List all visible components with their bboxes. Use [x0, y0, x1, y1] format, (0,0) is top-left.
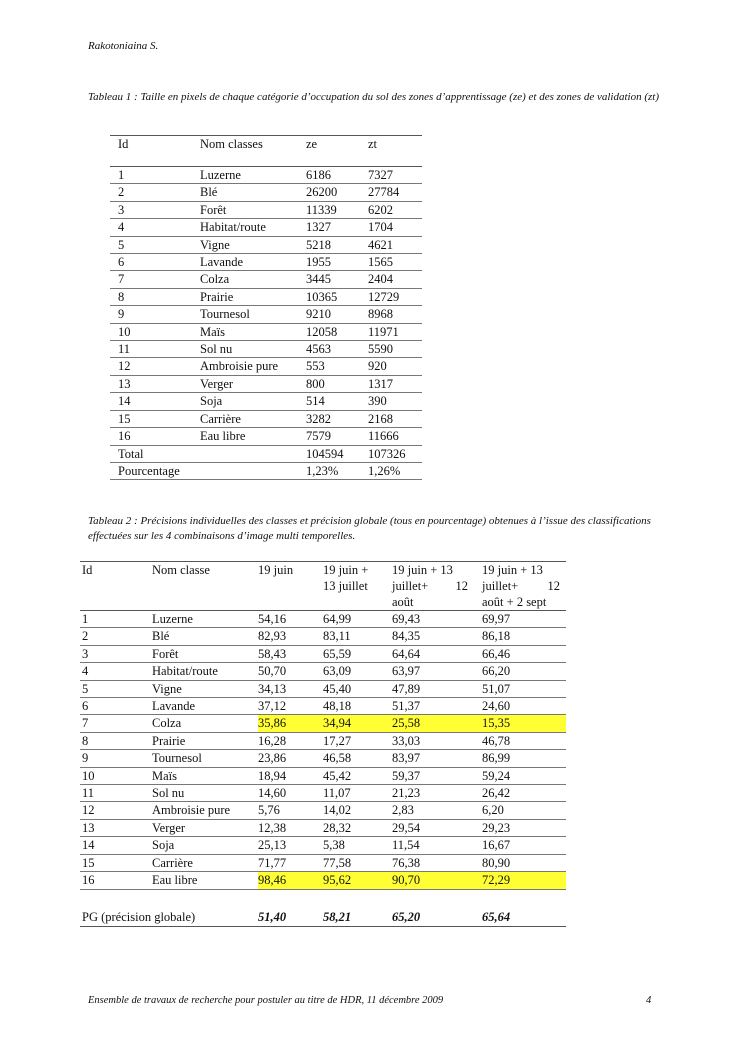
table2-cell: 83,11 — [323, 628, 392, 645]
table1-cell: 4621 — [368, 236, 422, 253]
table2-cell: 45,40 — [323, 680, 392, 697]
table1-row — [110, 323, 422, 340]
table2-cell: 63,97 — [392, 663, 482, 680]
table2-caption: Tableau 2 : Précisions individuelles des classes et précision globale (tous en pourcentage) obtenues à l’issue des classifications effectuées sur les 4 combinaisons d’image multi temporelles. — [88, 515, 651, 542]
table1-header-nom: Nom classes — [200, 136, 306, 167]
table2-row — [80, 819, 566, 836]
table1-cell: 1565 — [368, 254, 422, 271]
table2-header-col4-line2b: 12 — [547, 579, 560, 593]
table1-cell: 1704 — [368, 219, 422, 236]
table2-cell: 64,99 — [323, 611, 392, 628]
table1-cell: Sol nu — [200, 341, 306, 358]
table2-cell: Blé — [152, 628, 258, 645]
table2-cell: 6 — [80, 698, 152, 715]
table2-cell: 72,29 — [482, 872, 566, 889]
table1-header-ze: ze — [306, 136, 368, 167]
table2-row — [80, 611, 566, 628]
table1-total-row — [110, 445, 422, 462]
table2-pg-value: 58,21 — [323, 908, 392, 927]
table1-row — [110, 358, 422, 375]
table2-cell: 24,60 — [482, 698, 566, 715]
table2-header-col1: 19 juin — [258, 562, 323, 611]
table2-cell: 11,07 — [323, 785, 392, 802]
table1-total-empty — [200, 445, 306, 462]
table2-cell: Vigne — [152, 680, 258, 697]
table2-row — [80, 628, 566, 645]
table2-cell: 25,13 — [258, 837, 323, 854]
table2-cell: 5,76 — [258, 802, 323, 819]
table2-cell: 69,97 — [482, 611, 566, 628]
table1-cell: 553 — [306, 358, 368, 375]
table1-header-id: Id — [110, 136, 200, 167]
table2-cell: 51,37 — [392, 698, 482, 715]
table2-cell: 9 — [80, 750, 152, 767]
table2-cell: 84,35 — [392, 628, 482, 645]
table1-cell: 14 — [110, 393, 200, 410]
table1-cell: Eau libre — [200, 428, 306, 445]
table2-spacer-row — [80, 889, 566, 908]
table2-row — [80, 872, 566, 889]
table2-cell: 50,70 — [258, 663, 323, 680]
table2-cell: 25,58 — [392, 715, 482, 732]
table2-body — [80, 611, 566, 890]
table2-cell: 14 — [80, 837, 152, 854]
table2-pg-value: 65,64 — [482, 908, 566, 927]
table1-cell: 2404 — [368, 271, 422, 288]
table2-header-col4-line2 — [482, 578, 566, 594]
table2-cell: 13 — [80, 819, 152, 836]
table1-row — [110, 393, 422, 410]
table1-cell: Prairie — [200, 288, 306, 305]
page-footer-text: Ensemble de travaux de recherche pour postuler au titre de HDR, 11 décembre 2009 — [88, 995, 444, 1006]
table2-cell: 12,38 — [258, 819, 323, 836]
table2-cell: Ambroisie pure — [152, 802, 258, 819]
table1-row — [110, 201, 422, 218]
table2-pg-value: 65,20 — [392, 908, 482, 927]
table1-cell: 10365 — [306, 288, 368, 305]
table2-header-col3-line3: août — [392, 595, 414, 609]
table2-cell: 11 — [80, 785, 152, 802]
table1-cell: 1955 — [306, 254, 368, 271]
table1-cell: 920 — [368, 358, 422, 375]
table1-row — [110, 236, 422, 253]
table2-cell: Lavande — [152, 698, 258, 715]
table2-row — [80, 698, 566, 715]
table2-cell: 76,38 — [392, 854, 482, 871]
table1-percent-zt: 1,26% — [368, 462, 422, 479]
table2-cell: 5,38 — [323, 837, 392, 854]
table2-header-col4-line3: août + 2 sept — [482, 595, 547, 609]
table2-cell: 59,37 — [392, 767, 482, 784]
table2-cell: Verger — [152, 819, 258, 836]
table2-header-col3 — [392, 562, 482, 611]
table2-header-row — [80, 562, 566, 611]
table1-cell: Vigne — [200, 236, 306, 253]
table2-cell: 16,28 — [258, 732, 323, 749]
table1-percent-row — [110, 462, 422, 479]
table1-caption: Tableau 1 : Taille en pixels de chaque catégorie d’occupation du sol des zones d’apprentissage (ze) et des zones de validation (zt) — [88, 91, 659, 103]
table1-cell: Luzerne — [200, 167, 306, 184]
table2-cell: 69,43 — [392, 611, 482, 628]
table1-cell: 1327 — [306, 219, 368, 236]
table2-cell: 82,93 — [258, 628, 323, 645]
table2-header-col2 — [323, 562, 392, 611]
table2-cell: 86,18 — [482, 628, 566, 645]
table1-row — [110, 167, 422, 184]
table1-row — [110, 288, 422, 305]
table1-cell: 11666 — [368, 428, 422, 445]
table2-cell: 23,86 — [258, 750, 323, 767]
table1-cell: 15 — [110, 410, 200, 427]
table1-cell: 27784 — [368, 184, 422, 201]
table2-cell: 8 — [80, 732, 152, 749]
table2-header-col4-line1: 19 juin + 13 — [482, 563, 543, 577]
table2-cell: Eau libre — [152, 872, 258, 889]
table2-cell: 1 — [80, 611, 152, 628]
table2-spacer-cell — [80, 889, 566, 908]
table2-row — [80, 732, 566, 749]
table2-row — [80, 785, 566, 802]
table2-cell: 58,43 — [258, 645, 323, 662]
table2-row — [80, 663, 566, 680]
table1-cell: 8 — [110, 288, 200, 305]
table1-cell: 3282 — [306, 410, 368, 427]
table1-cell: Forêt — [200, 201, 306, 218]
table1-cell: Lavande — [200, 254, 306, 271]
table2-header-col3-line2 — [392, 578, 482, 594]
table1-header-row — [110, 136, 422, 167]
table1-percent-label: Pourcentage — [110, 462, 306, 479]
table1-cell: 7579 — [306, 428, 368, 445]
table1-cell: 2 — [110, 184, 200, 201]
table2-row — [80, 802, 566, 819]
table1-cell: 13 — [110, 375, 200, 392]
table2-header-id: Id — [80, 562, 152, 611]
table1-row — [110, 428, 422, 445]
table2-header-col3-line1: 19 juin + 13 — [392, 563, 453, 577]
table1-cell: 9 — [110, 306, 200, 323]
table2-cell: 48,18 — [323, 698, 392, 715]
table2-cell: 28,32 — [323, 819, 392, 836]
table1-body — [110, 167, 422, 446]
table1-cell: 1 — [110, 167, 200, 184]
table1-cell: 7 — [110, 271, 200, 288]
table1-cell: 11971 — [368, 323, 422, 340]
table1-cell: 6202 — [368, 201, 422, 218]
table1-cell: 800 — [306, 375, 368, 392]
table1-percent-ze: 1,23% — [306, 462, 368, 479]
table1-cell: 9210 — [306, 306, 368, 323]
table2-cell: 34,13 — [258, 680, 323, 697]
table2-row — [80, 645, 566, 662]
table2-cell: 65,59 — [323, 645, 392, 662]
table1-cell: 16 — [110, 428, 200, 445]
table2-cell: Carrière — [152, 854, 258, 871]
table2-cell: 16,67 — [482, 837, 566, 854]
table1 — [110, 135, 422, 480]
table1-cell: 6 — [110, 254, 200, 271]
table1-cell: 12729 — [368, 288, 422, 305]
table1-cell: Carrière — [200, 410, 306, 427]
table2-cell: 14,60 — [258, 785, 323, 802]
table1-cell: 2168 — [368, 410, 422, 427]
table2-cell: 16 — [80, 872, 152, 889]
table2-cell: 46,78 — [482, 732, 566, 749]
table2-cell: 90,70 — [392, 872, 482, 889]
table1-total-zt: 107326 — [368, 445, 422, 462]
table2-cell: 66,46 — [482, 645, 566, 662]
table1-cell: 10 — [110, 323, 200, 340]
table2-row — [80, 767, 566, 784]
table1-row — [110, 341, 422, 358]
table1-header-zt: zt — [368, 136, 422, 167]
table2-cell: 63,09 — [323, 663, 392, 680]
table2-cell: 54,16 — [258, 611, 323, 628]
table1-cell: 1317 — [368, 375, 422, 392]
table2-cell: 83,97 — [392, 750, 482, 767]
table2-cell: 77,58 — [323, 854, 392, 871]
table2-cell: 2,83 — [392, 802, 482, 819]
table2-pg-value: 51,40 — [258, 908, 323, 927]
table1-cell: Maïs — [200, 323, 306, 340]
table2-cell: 51,07 — [482, 680, 566, 697]
table2-header-col2-line1: 19 juin + — [323, 563, 369, 577]
table1-row — [110, 184, 422, 201]
table2-row — [80, 854, 566, 871]
table1-cell: Ambroisie pure — [200, 358, 306, 375]
table1-cell: 5590 — [368, 341, 422, 358]
table2-cell: 29,54 — [392, 819, 482, 836]
table2-cell: 15 — [80, 854, 152, 871]
table2-cell: 45,42 — [323, 767, 392, 784]
table2-row — [80, 715, 566, 732]
table2-cell: 26,42 — [482, 785, 566, 802]
table2-cell: 95,62 — [323, 872, 392, 889]
table2 — [80, 561, 566, 927]
table2-cell: 21,23 — [392, 785, 482, 802]
table2-row — [80, 750, 566, 767]
table2-cell: 2 — [80, 628, 152, 645]
table1-cell: 4 — [110, 219, 200, 236]
table2-cell: 15,35 — [482, 715, 566, 732]
table2-cell: 34,94 — [323, 715, 392, 732]
table2-cell: 7 — [80, 715, 152, 732]
table1-row — [110, 271, 422, 288]
table1-total-label: Total — [110, 445, 200, 462]
table1-cell: Verger — [200, 375, 306, 392]
table2-cell: 14,02 — [323, 802, 392, 819]
table2-cell: 10 — [80, 767, 152, 784]
table2-cell: 71,77 — [258, 854, 323, 871]
table2-cell: 35,86 — [258, 715, 323, 732]
table2-cell: 66,20 — [482, 663, 566, 680]
table1-cell: 8968 — [368, 306, 422, 323]
table1-row — [110, 219, 422, 236]
table2-cell: 18,94 — [258, 767, 323, 784]
table2-cell: 46,58 — [323, 750, 392, 767]
table2-cell: 29,23 — [482, 819, 566, 836]
table1-cell: Blé — [200, 184, 306, 201]
table2-header-col3-line2a: juillet+ — [392, 579, 429, 593]
table2-cell: 64,64 — [392, 645, 482, 662]
table1-cell: 390 — [368, 393, 422, 410]
table2-cell: 33,03 — [392, 732, 482, 749]
table2-cell: 37,12 — [258, 698, 323, 715]
table2-cell: 6,20 — [482, 802, 566, 819]
table1-row — [110, 410, 422, 427]
table2-header-col4 — [482, 562, 566, 611]
table1-cell: 4563 — [306, 341, 368, 358]
table1-cell: 514 — [306, 393, 368, 410]
table2-header-nom: Nom classe — [152, 562, 258, 611]
table2-pg-row — [80, 908, 566, 927]
table1-cell: 7327 — [368, 167, 422, 184]
table2-cell: Tournesol — [152, 750, 258, 767]
table1-cell: 5218 — [306, 236, 368, 253]
table1-row — [110, 306, 422, 323]
table2-cell: Luzerne — [152, 611, 258, 628]
table1-cell: Tournesol — [200, 306, 306, 323]
table2-pg-label: PG (précision globale) — [80, 908, 258, 927]
table2-cell: 86,99 — [482, 750, 566, 767]
table2-cell: 47,89 — [392, 680, 482, 697]
table2-cell: 98,46 — [258, 872, 323, 889]
table2-cell: Colza — [152, 715, 258, 732]
table2-cell: 11,54 — [392, 837, 482, 854]
table1-cell: 12058 — [306, 323, 368, 340]
table2-cell: 5 — [80, 680, 152, 697]
table1-cell: 5 — [110, 236, 200, 253]
page-header-author: Rakotoniaina S. — [88, 40, 159, 52]
table1-cell: 11 — [110, 341, 200, 358]
table1-cell: 6186 — [306, 167, 368, 184]
table1-cell: Soja — [200, 393, 306, 410]
table1-row — [110, 254, 422, 271]
table1-total-ze: 104594 — [306, 445, 368, 462]
table2-cell: Sol nu — [152, 785, 258, 802]
table2-cell: 80,90 — [482, 854, 566, 871]
table1-row — [110, 375, 422, 392]
table2-header-col4-line2a: juillet+ — [482, 579, 519, 593]
table2-cell: 3 — [80, 645, 152, 662]
page-number: 4 — [646, 995, 652, 1006]
table1-cell: 12 — [110, 358, 200, 375]
table1-cell: 3445 — [306, 271, 368, 288]
table2-header-col3-line2b: 12 — [455, 579, 468, 593]
table2-cell: Forêt — [152, 645, 258, 662]
table2-row — [80, 837, 566, 854]
table2-cell: 59,24 — [482, 767, 566, 784]
table1-cell: Habitat/route — [200, 219, 306, 236]
table2-cell: Prairie — [152, 732, 258, 749]
table1-cell: 11339 — [306, 201, 368, 218]
table2-cell: 4 — [80, 663, 152, 680]
table2-cell: Soja — [152, 837, 258, 854]
table2-cell: 17,27 — [323, 732, 392, 749]
table2-cell: 12 — [80, 802, 152, 819]
table1-cell: 26200 — [306, 184, 368, 201]
table2-header-col2-line2: 13 juillet — [323, 579, 368, 593]
table1-cell: 3 — [110, 201, 200, 218]
table2-row — [80, 680, 566, 697]
table2-cell: Habitat/route — [152, 663, 258, 680]
table2-cell: Maïs — [152, 767, 258, 784]
table1-cell: Colza — [200, 271, 306, 288]
